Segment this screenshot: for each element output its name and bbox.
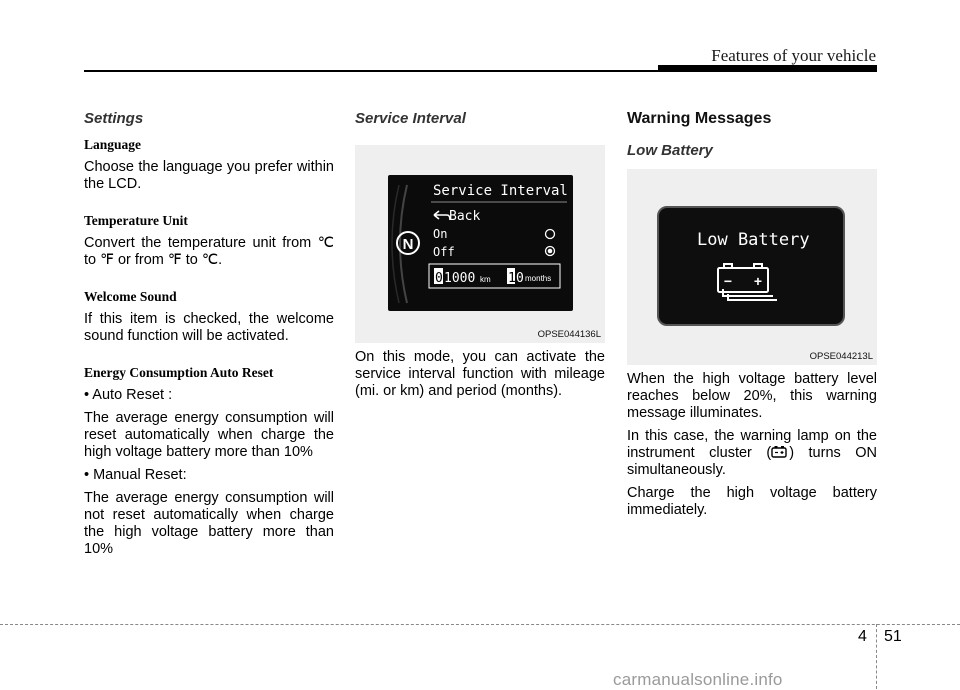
service-interval-title: Service Interval (355, 110, 466, 127)
watermark: carmanualsonline.info (613, 670, 783, 689)
header-rule-accent (658, 65, 877, 72)
screen-option-off: Off (433, 245, 455, 259)
page-number-separator (876, 624, 877, 689)
period-unit: months (525, 274, 552, 283)
gear-letter: N (402, 236, 414, 253)
energy-heading: Energy Consumption Auto Reset (84, 365, 274, 380)
battery-minus: − (723, 273, 733, 289)
page-number: 51 (884, 628, 902, 645)
language-text: Choose the language you prefer within the LCD. (84, 159, 334, 192)
warning-messages-column (627, 110, 877, 525)
low-battery-figure (627, 169, 877, 365)
low-battery-text-2b: ) turns ON simultaneously. (627, 445, 877, 478)
service-interval-text: On this mode, you can activate the service interval function with mileage (mi. or km) and period (months). (355, 349, 605, 399)
screen-back: Back (449, 209, 481, 224)
low-battery-text-2 (627, 428, 877, 479)
low-battery-text-3: Charge the high voltage battery immediately. (627, 485, 877, 518)
manual-reset-text: The average energy consumption will not reset automatically when charge the high voltage battery more than 10% (84, 490, 334, 557)
chapter-number: 4 (858, 628, 867, 645)
low-battery-subtitle: Low Battery (627, 142, 713, 159)
period-value: 0 (516, 271, 524, 286)
screen-title: Low Battery (697, 230, 810, 250)
auto-reset-label: • Auto Reset : (84, 387, 173, 403)
service-interval-screen (355, 145, 605, 343)
service-interval-figure (355, 145, 605, 343)
battery-warning-lamp-icon (771, 445, 789, 459)
low-battery-text-2a: In this case, the warning lamp on the instrument cluster ( (627, 428, 877, 461)
period-digit: 1 (508, 271, 516, 286)
footer-divider (0, 624, 960, 625)
header-title: Features of your vehicle (711, 46, 876, 65)
settings-column (84, 110, 334, 564)
mileage-unit: km (480, 275, 491, 284)
warning-messages-title: Warning Messages (627, 110, 772, 127)
screen-option-on: On (433, 227, 448, 241)
figure-caption: OPSE044213L (809, 351, 873, 362)
mileage-value: 1000 (444, 271, 476, 286)
temperature-text: Convert the temperature unit from ℃ to ℉ or from ℉ to ℃. (84, 235, 334, 268)
welcome-text: If this item is checked, the welcome sound function will be activated. (84, 311, 334, 344)
service-interval-column (355, 110, 605, 406)
temperature-heading: Temperature Unit (84, 213, 188, 228)
settings-title: Settings (84, 110, 144, 127)
header-rule (84, 70, 658, 72)
low-battery-text-1: When the high voltage battery level reaches below 20%, this warning message illuminates. (627, 371, 877, 421)
low-battery-screen (627, 169, 877, 365)
auto-reset-text: The average energy consumption will reset automatically when charge the high voltage battery more than 10% (84, 410, 334, 460)
screen-title: Service Interval (433, 183, 568, 199)
battery-plus: + (753, 273, 763, 289)
figure-caption: OPSE044136L (537, 329, 601, 340)
welcome-heading: Welcome Sound (84, 289, 177, 304)
manual-reset-label: • Manual Reset: (84, 467, 187, 483)
language-heading: Language (84, 137, 142, 152)
mileage-digit: 0 (435, 271, 443, 286)
